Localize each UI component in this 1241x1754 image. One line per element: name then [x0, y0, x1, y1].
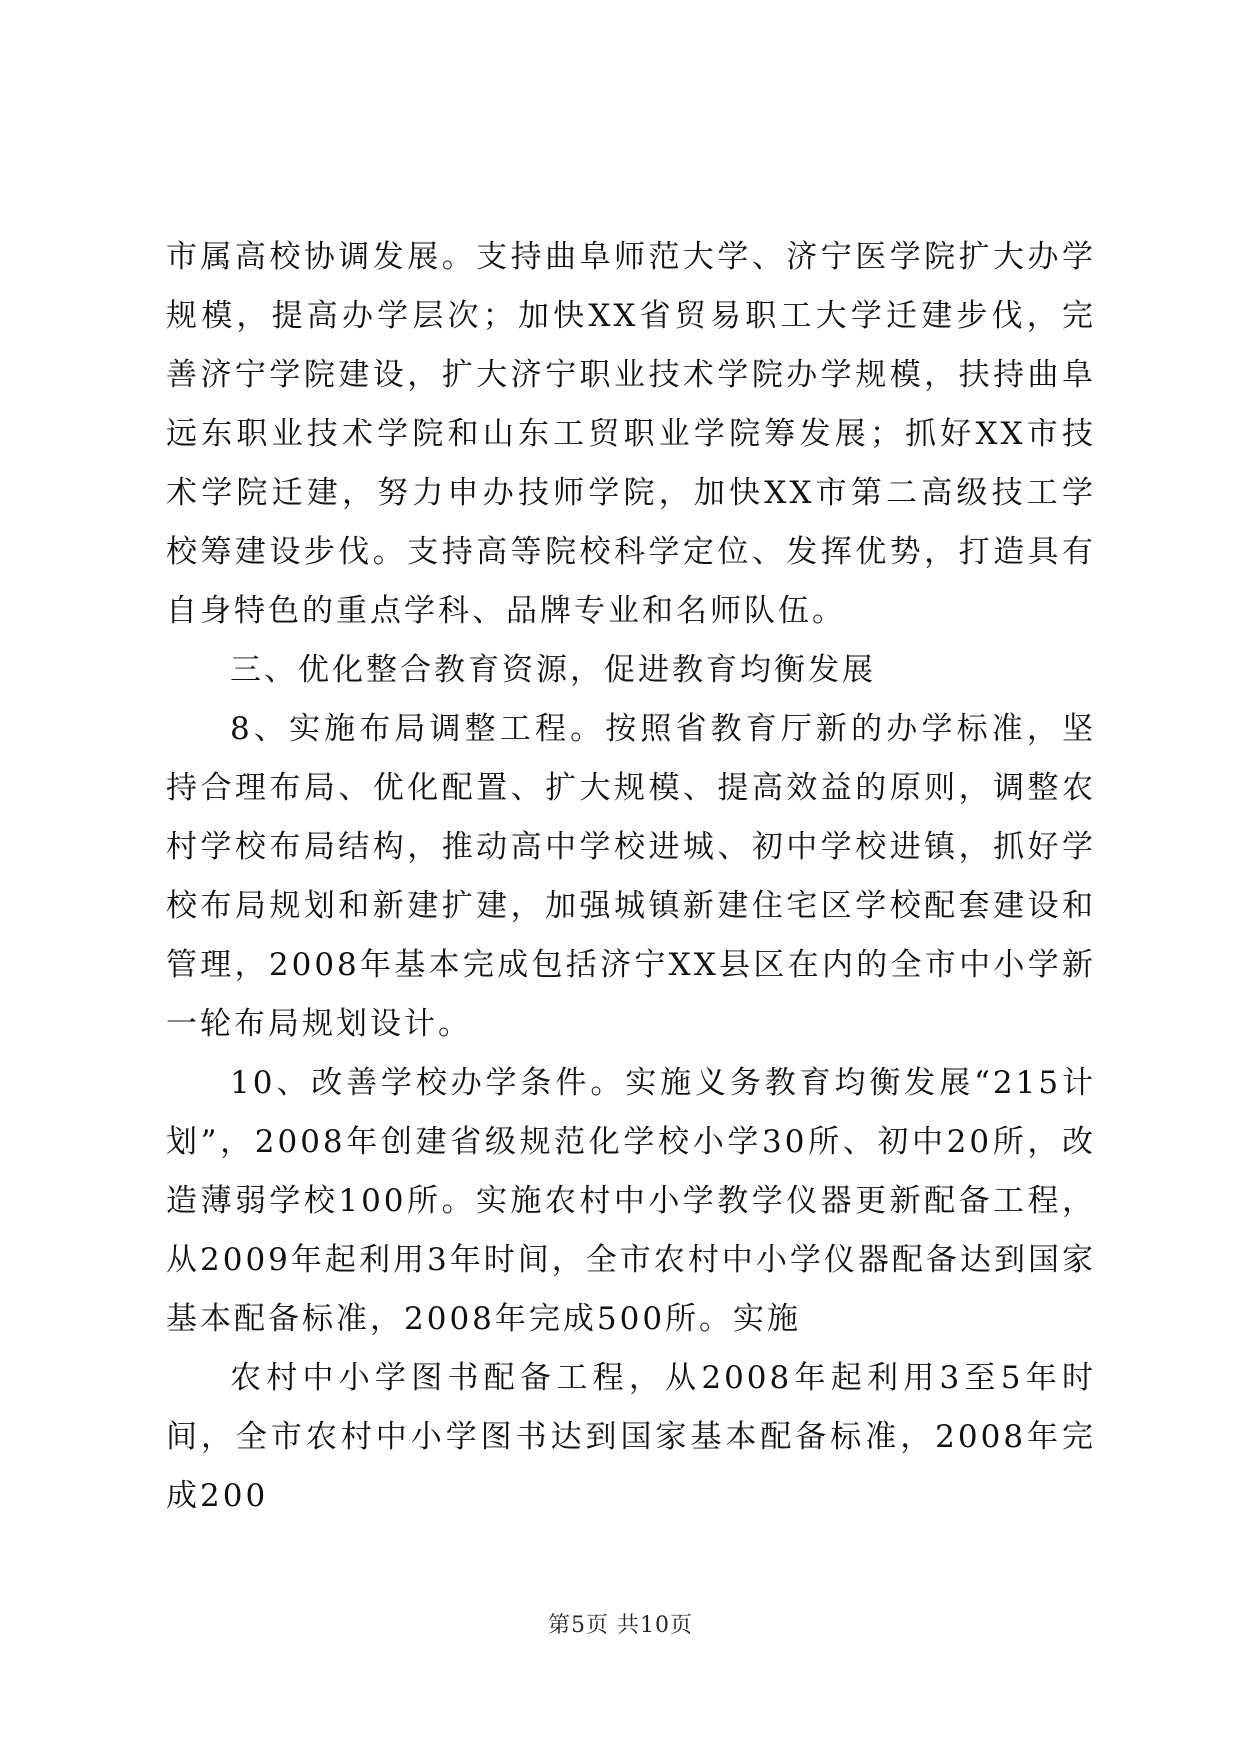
paragraph-library-program: 农村中小学图书配备工程，从2008年起利用3至5年时间，全市农村中小学图书达到国家基本配备标准，2008年完成200	[166, 1360, 1096, 1514]
paragraph-university-development: 市属高校协调发展。支持曲阜师范大学、济宁医学院扩大办学规模，提高办学层次；加快XX省贸易职工大学迁建步伐，完善济宁学院建设，扩大济宁职业技术学院办学规模，扶持曲阜远东职业技术学院和山东工贸职业学院筹发展；抓好XX市技术学院迁建，努力申办技师学院，加快XX市第二高级技工学校筹建设步伐。支持高等院校科学定位、发挥优势，打造具有自身特色的重点学科、品牌专业和名师队伍。	[166, 239, 1096, 629]
document-body	[166, 228, 1096, 1526]
paragraph-item-8: 8、实施布局调整工程。按照省教育厅新的办学标准，坚持合理布局、优化配置、扩大规模、提高效益的原则，调整农村学校布局结构，推动高中学校进城、初中学校进镇，抓好学校布局规划和新建扩建，加强城镇新建住宅区学校配套建设和管理，2008年基本完成包括济宁XX县区在内的全市中小学新一轮布局规划设计。	[166, 711, 1096, 1042]
section-heading-3: 三、优化整合教育资源，促进教育均衡发展	[230, 652, 876, 688]
paragraph-item-10: 10、改善学校办学条件。实施义务教育均衡发展“215计划”，2008年创建省级规范化学校小学30所、初中20所，改造薄弱学校100所。实施农村中小学教学仪器更新配备工程，从2009年起利用3年时间，全市农村中小学仪器配备达到国家基本配备标准，2008年完成500所。实施	[166, 1065, 1096, 1337]
page-footer: 第5页 共10页	[548, 1613, 693, 1638]
